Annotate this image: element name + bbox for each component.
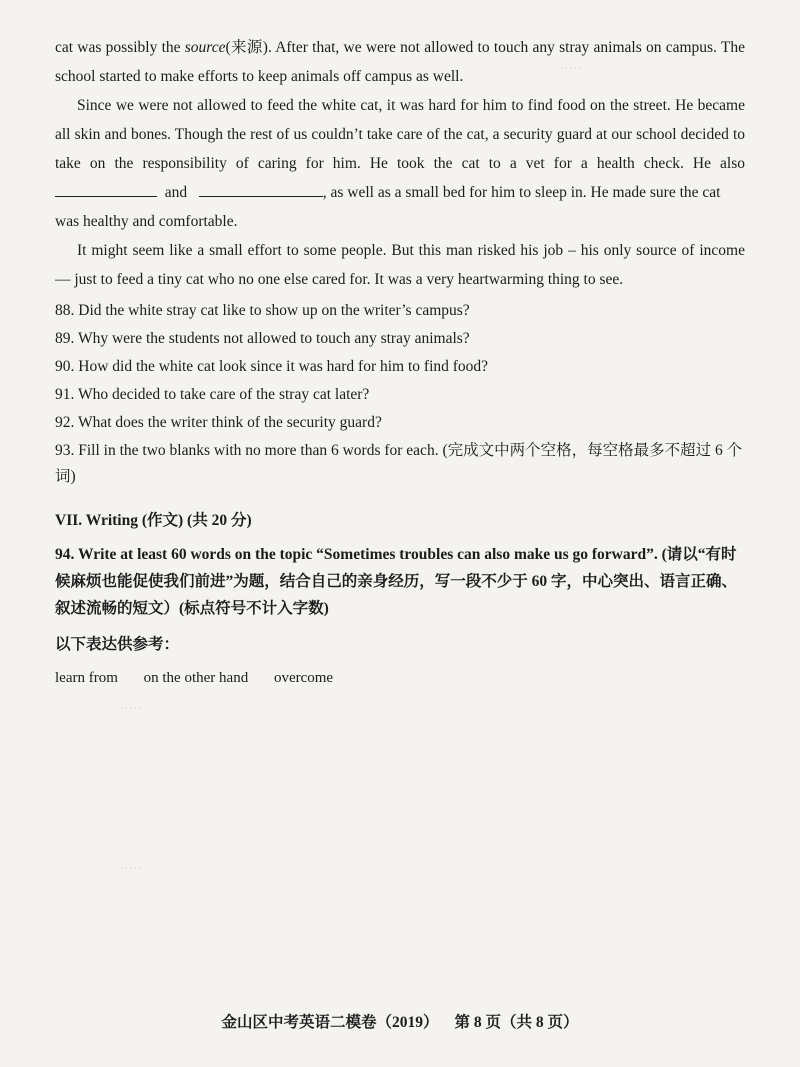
question-90: 90. How did the white cat look since it was hard for him to find food? (55, 358, 489, 375)
question-89: 89. Why were the students not allowed to touch any stray animals? (55, 330, 470, 347)
exam-title: 金山区中考英语二模卷（2019） (221, 1014, 439, 1031)
writing-task-line: 候麻烦也能促使我们前进”为题，结合自己的亲身经历，写一段不少于 60 字，中心突出、语言正确、 (55, 573, 738, 590)
writing-task (55, 541, 745, 622)
question-92: 92. What does the writer think of the security guard? (55, 414, 382, 431)
passage-line: all skin and bones. Though the rest of us couldn’t take care of the cat, a security guard at our school decided to (55, 126, 745, 143)
writing-task-line: 叙述流畅的短文）(标点符号不计入字数) (55, 600, 329, 617)
reference-expressions (55, 670, 355, 687)
passage-line: cat was possibly the source(来源). After that, we were not allowed to touch any stray animals on campus. The (55, 39, 745, 56)
expression-item: learn from (55, 670, 118, 686)
page-footer (0, 1010, 800, 1032)
question-93: 93. Fill in the two blanks with no more than 6 words for each. (完成文中两个空格，每空格最多不超过 6 个 (55, 442, 743, 459)
question-88: 88. Did the white stray cat like to show up on the writer’s campus? (55, 302, 470, 319)
reference-label: 以下表达供参考： (55, 636, 180, 653)
passage-line: school started to make efforts to keep animals off campus as well. (55, 68, 464, 85)
answer-blank-2[interactable] (199, 180, 323, 197)
bleed-through-text: ····· (560, 60, 582, 75)
page-number: 第 8 页（共 8 页） (454, 1014, 579, 1031)
writing-section-title: VII. Writing (作文) (共 20 分) (55, 512, 252, 529)
passage-line-with-blanks: and , as well as a small bed for him to sleep in. He made sure the cat (55, 178, 745, 207)
reading-passage (55, 33, 745, 294)
expression-item: overcome (273, 670, 334, 686)
expression-item: on the other hand (143, 670, 249, 686)
question-91: 91. Who decided to take care of the stray cat later? (55, 386, 370, 403)
passage-line: Since we were not allowed to feed the white cat, it was hard for him to find food on the street. He became (77, 97, 745, 114)
passage-line: It might seem like a small effort to some people. But this man risked his job – his only source of income (77, 242, 745, 259)
italic-word-source: source (184, 39, 226, 56)
passage-line: — just to feed a tiny cat who no one else cared for. It was a very heartwarming thing to see. (55, 271, 624, 288)
passage-line: was healthy and comfortable. (55, 213, 238, 230)
writing-task-line: 94. Write at least 60 words on the topic “Sometimes troubles can also make us go forward”. (请以“有时 (55, 546, 737, 563)
answer-blank-1[interactable] (55, 180, 157, 197)
question-93-continued: 词) (55, 468, 76, 485)
passage-line: take on the responsibility of caring for him. He took the cat to a vet for a health check. He also (55, 155, 745, 172)
bleed-through-text: ····· (120, 860, 142, 875)
bleed-through-text: ····· (120, 700, 142, 715)
